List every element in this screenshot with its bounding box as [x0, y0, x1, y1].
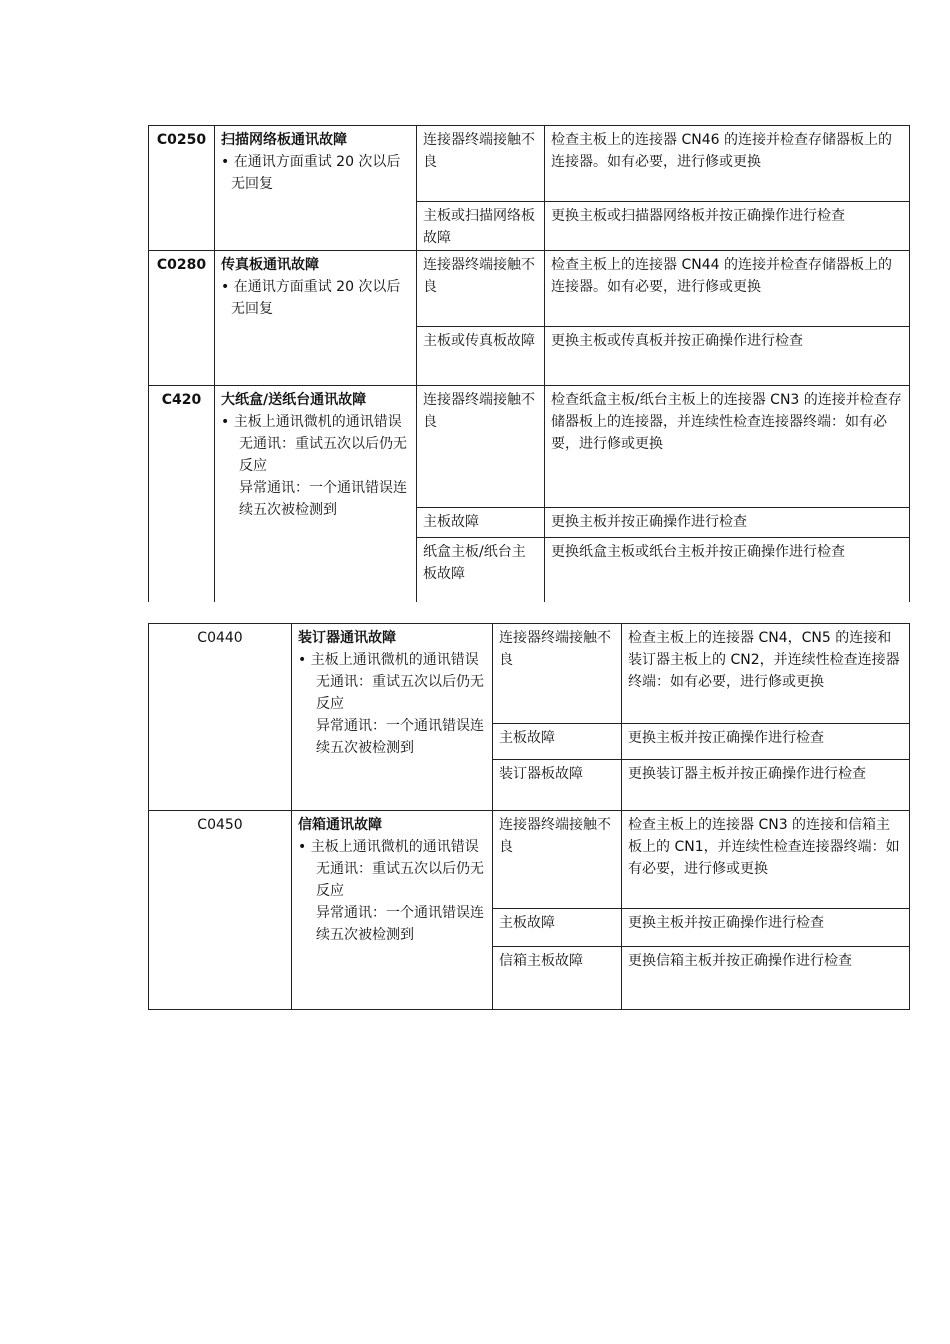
error-title: 传真板通讯故障: [221, 257, 319, 273]
error-subdetail: 异常通讯：一个通讯错误连续五次被检测到: [316, 905, 484, 943]
error-subdetail: 无通讯：重试五次以后仍无反应: [239, 436, 407, 474]
error-description: [215, 127, 416, 197]
action-cell: 更换主板并按正确操作进行检查: [628, 915, 824, 931]
cause-cell: 主板或扫描网络板故障: [423, 208, 535, 246]
error-detail: • 主板上通讯微机的通讯错误: [221, 414, 402, 430]
cause-cell: 主板故障: [499, 730, 555, 746]
cause-cell: 主板或传真板故障: [423, 333, 535, 349]
action-cell: 检查主板上的连接器 CN3 的连接和信箱主板上的 CN1，并连续性检查连接器终端：如有必要，进行修或更换: [628, 817, 900, 877]
action-cell: 更换纸盒主板或纸台主板并按正确操作进行检查: [551, 544, 845, 560]
action-cell: 检查主板上的连接器 CN4，CN5 的连接和装订器主板上的 CN2，并连续性检查连接器终端：如有必要，进行修或更换: [628, 630, 900, 690]
error-subdetail: 无通讯：重试五次以后仍无反应: [316, 861, 484, 899]
cause-cell: 连接器终端接触不良: [423, 392, 535, 430]
cause-cell: 装订器板故障: [499, 766, 583, 782]
error-code: C0440: [197, 630, 243, 646]
action-cell: 更换主板并按正确操作进行检查: [628, 730, 824, 746]
error-description: [215, 387, 416, 523]
error-detail: • 主板上通讯微机的通讯错误: [298, 839, 479, 855]
action-cell: 更换信箱主板并按正确操作进行检查: [628, 953, 852, 969]
error-description: [215, 252, 416, 322]
cause-cell: 纸盒主板/纸台主板故障: [423, 544, 526, 582]
error-code: C0280: [156, 257, 207, 273]
action-cell: 更换主板或传真板并按正确操作进行检查: [551, 333, 803, 349]
action-cell: 更换装订器主板并按正确操作进行检查: [628, 766, 866, 782]
error-subdetail: 无通讯：重试五次以后仍无反应: [316, 674, 484, 712]
action-cell: 检查纸盒主板/纸台主板上的连接器 CN3 的连接并检查存储器板上的连接器，并连续性检查连接器终端：如有必要，进行修或更换: [551, 392, 902, 452]
error-code: C0250: [156, 132, 207, 148]
action-cell: 更换主板或扫描器网络板并按正确操作进行检查: [551, 208, 845, 224]
cause-cell: 连接器终端接触不良: [499, 817, 611, 855]
cause-cell: 连接器终端接触不良: [499, 630, 611, 668]
error-description: [292, 625, 492, 761]
error-subdetail: 异常通讯：一个通讯错误连续五次被检测到: [239, 480, 407, 518]
action-cell: 更换主板并按正确操作进行检查: [551, 514, 747, 530]
cause-cell: 主板故障: [423, 514, 479, 530]
action-cell: 检查主板上的连接器 CN44 的连接并检查存储器板上的连接器。如有必要，进行修或更换: [551, 257, 892, 295]
cause-cell: 信箱主板故障: [499, 953, 583, 969]
error-code: C0450: [197, 817, 243, 833]
cause-cell: 连接器终端接触不良: [423, 257, 535, 295]
cause-cell: 连接器终端接触不良: [423, 132, 535, 170]
error-subdetail: 异常通讯：一个通讯错误连续五次被检测到: [316, 718, 484, 756]
action-cell: 检查主板上的连接器 CN46 的连接并检查存储器板上的连接器。如有必要，进行修或更换: [551, 132, 892, 170]
error-detail: • 在通讯方面重试 20 次以后无回复: [221, 154, 401, 192]
cause-cell: 主板故障: [499, 915, 555, 931]
error-title: 扫描网络板通讯故障: [221, 132, 347, 148]
error-detail: • 在通讯方面重试 20 次以后无回复: [221, 279, 401, 317]
error-detail: • 主板上通讯微机的通讯错误: [298, 652, 479, 668]
error-description: [292, 812, 492, 948]
error-title: 信箱通讯故障: [298, 817, 382, 833]
error-title: 装订器通讯故障: [298, 630, 396, 646]
error-title: 大纸盒/送纸台通讯故障: [221, 392, 367, 408]
error-code: C420: [161, 392, 202, 408]
